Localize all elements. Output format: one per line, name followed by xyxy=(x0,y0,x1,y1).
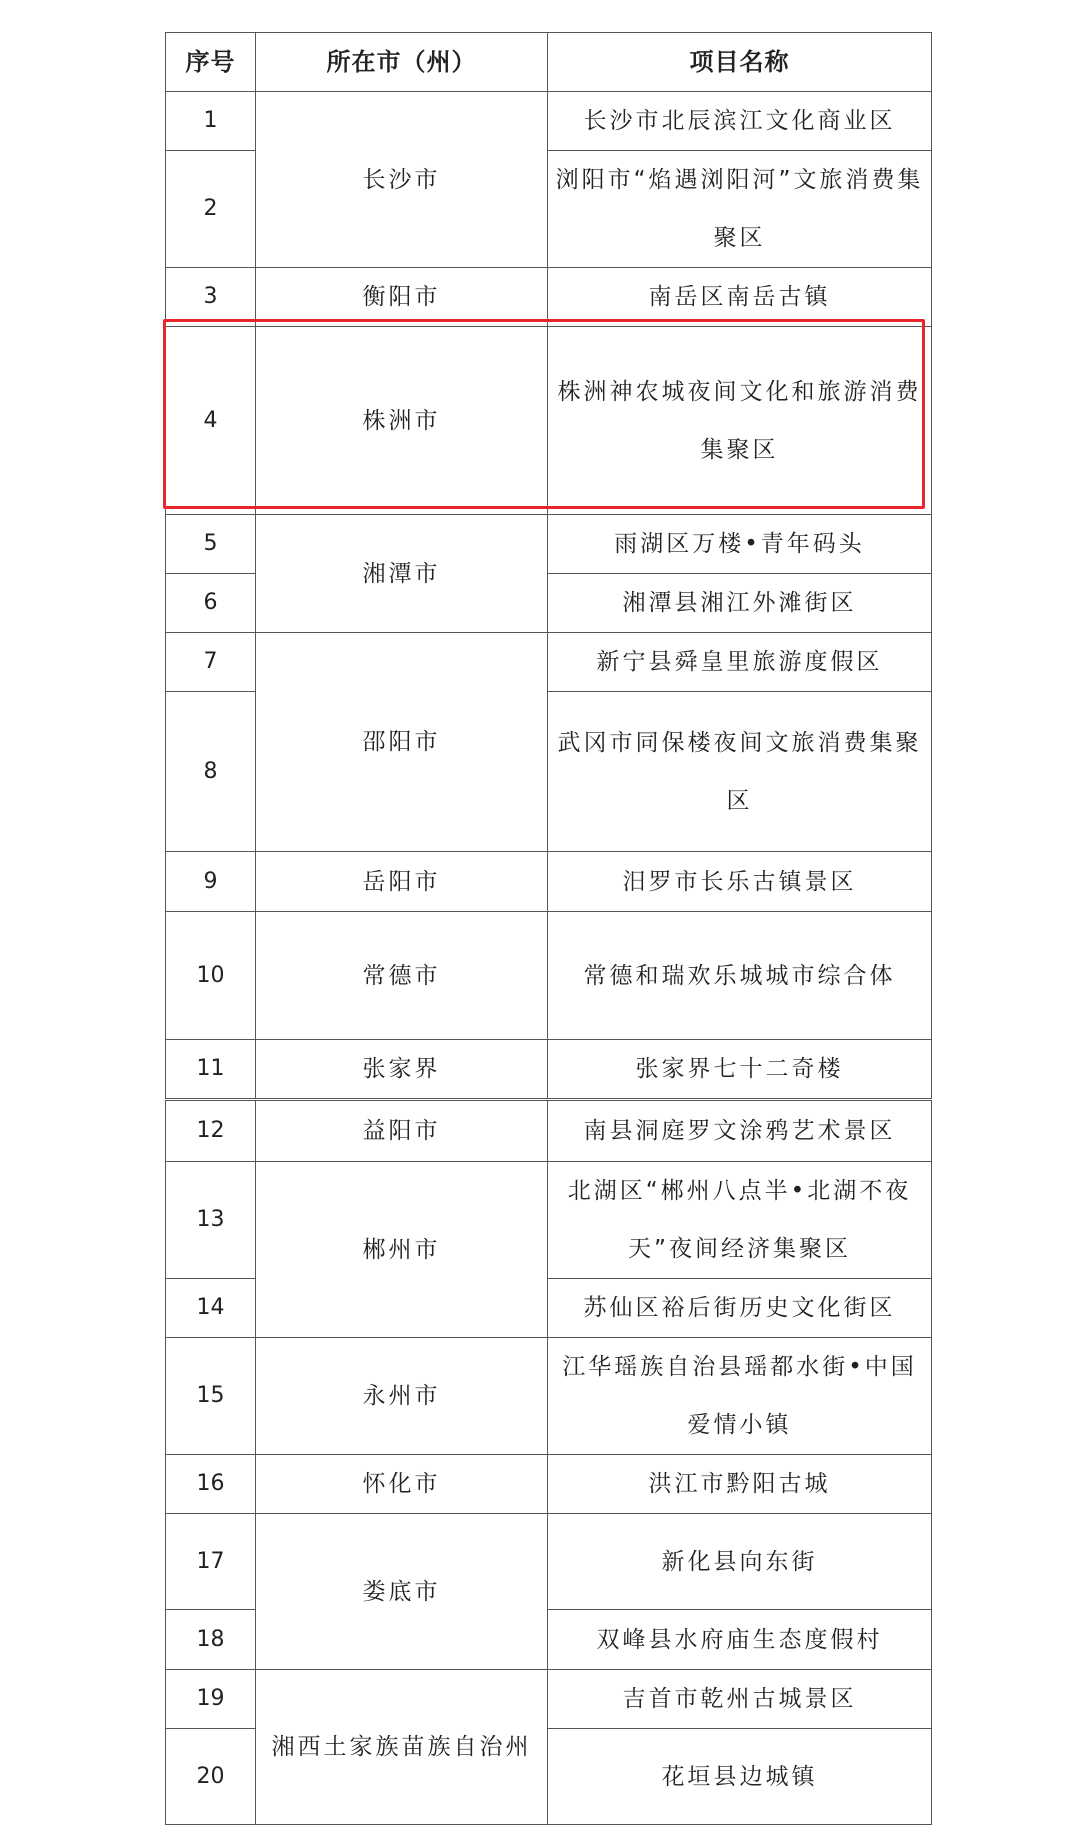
cell-city: 娄底市 xyxy=(256,1514,548,1670)
cell-project: 浏阳市“焰遇浏阳河”文旅消费集聚区 xyxy=(548,151,932,268)
cell-city: 永州市 xyxy=(256,1338,548,1455)
cell-seq: 12 xyxy=(166,1100,256,1162)
cell-city: 湘潭市 xyxy=(256,515,548,633)
table-row xyxy=(166,1670,932,1729)
cell-seq: 19 xyxy=(166,1670,256,1729)
cell-project: 新宁县舜皇里旅游度假区 xyxy=(548,633,932,692)
cell-seq: 11 xyxy=(166,1040,256,1100)
cell-city: 常德市 xyxy=(256,912,548,1040)
cell-project: 常德和瑞欢乐城城市综合体 xyxy=(548,912,932,1040)
cell-project: 北湖区“郴州八点半•北湖不夜天”夜间经济集聚区 xyxy=(548,1162,932,1279)
cell-seq: 7 xyxy=(166,633,256,692)
cell-project: 汨罗市长乐古镇景区 xyxy=(548,852,932,912)
cell-seq: 9 xyxy=(166,852,256,912)
header-city: 所在市（州） xyxy=(256,33,548,92)
table-row xyxy=(166,1100,932,1162)
cell-seq: 2 xyxy=(166,151,256,268)
cell-project: 张家界七十二奇楼 xyxy=(548,1040,932,1100)
cell-seq: 20 xyxy=(166,1729,256,1825)
table-row xyxy=(166,92,932,151)
cell-seq: 16 xyxy=(166,1455,256,1514)
cell-city: 岳阳市 xyxy=(256,852,548,912)
cell-city: 衡阳市 xyxy=(256,268,548,327)
table-row xyxy=(166,515,932,574)
cell-project: 洪江市黔阳古城 xyxy=(548,1455,932,1514)
cell-city: 长沙市 xyxy=(256,92,548,268)
table-row xyxy=(166,268,932,327)
table-row xyxy=(166,1040,932,1100)
cell-seq: 13 xyxy=(166,1162,256,1279)
cell-project: 株洲神农城夜间文化和旅游消费集聚区 xyxy=(548,327,932,515)
cell-city: 郴州市 xyxy=(256,1162,548,1338)
table-row xyxy=(166,852,932,912)
cell-seq: 10 xyxy=(166,912,256,1040)
cell-city: 张家界 xyxy=(256,1040,548,1100)
header-seq: 序号 xyxy=(166,33,256,92)
cell-project: 雨湖区万楼•青年码头 xyxy=(548,515,932,574)
table-row xyxy=(166,1514,932,1610)
cell-seq: 17 xyxy=(166,1514,256,1610)
header-project: 项目名称 xyxy=(548,33,932,92)
cell-seq: 5 xyxy=(166,515,256,574)
cell-city: 株洲市 xyxy=(256,327,548,515)
cell-project: 花垣县边城镇 xyxy=(548,1729,932,1825)
cell-city: 邵阳市 xyxy=(256,633,548,852)
cell-project: 长沙市北辰滨江文化商业区 xyxy=(548,92,932,151)
cell-project: 新化县向东街 xyxy=(548,1514,932,1610)
table-row xyxy=(166,1162,932,1279)
table-row xyxy=(166,633,932,692)
cell-project: 武冈市同保楼夜间文旅消费集聚区 xyxy=(548,692,932,852)
cell-seq: 15 xyxy=(166,1338,256,1455)
cell-project: 吉首市乾州古城景区 xyxy=(548,1670,932,1729)
table-row xyxy=(166,1455,932,1514)
cell-project: 南县洞庭罗文涂鸦艺术景区 xyxy=(548,1100,932,1162)
cell-city: 湘西土家族苗族自治州 xyxy=(256,1670,548,1825)
table-row-highlighted xyxy=(166,327,932,515)
cell-project: 苏仙区裕后街历史文化街区 xyxy=(548,1279,932,1338)
cell-seq: 6 xyxy=(166,574,256,633)
cell-city: 怀化市 xyxy=(256,1455,548,1514)
cell-seq: 18 xyxy=(166,1610,256,1670)
cell-project: 南岳区南岳古镇 xyxy=(548,268,932,327)
project-table xyxy=(165,32,932,1825)
cell-project: 江华瑶族自治县瑶都水街•中国爱情小镇 xyxy=(548,1338,932,1455)
cell-seq: 4 xyxy=(166,327,256,515)
cell-project: 湘潭县湘江外滩街区 xyxy=(548,574,932,633)
cell-project: 双峰县水府庙生态度假村 xyxy=(548,1610,932,1670)
header-row xyxy=(166,33,932,92)
table-row xyxy=(166,912,932,1040)
table-row xyxy=(166,1338,932,1455)
cell-city: 益阳市 xyxy=(256,1100,548,1162)
cell-seq: 8 xyxy=(166,692,256,852)
cell-seq: 14 xyxy=(166,1279,256,1338)
cell-seq: 3 xyxy=(166,268,256,327)
cell-seq: 1 xyxy=(166,92,256,151)
